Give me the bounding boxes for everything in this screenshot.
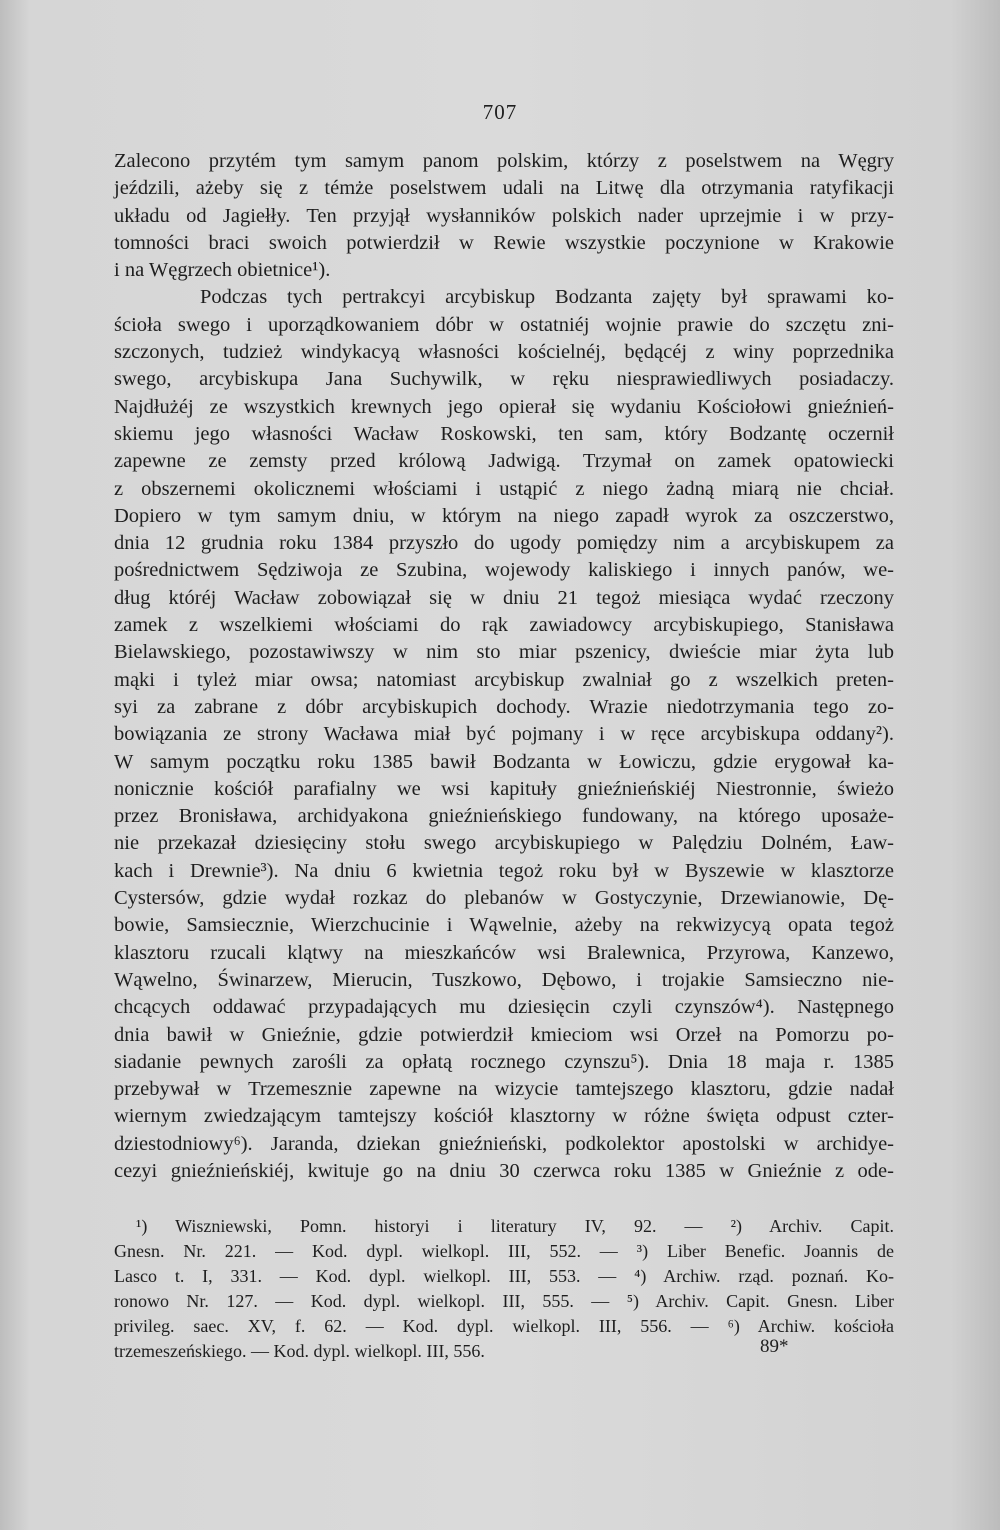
text-line: wiernym zwiedzającym tamtejszy kościół klasztorny w różne święta odpust czter- — [114, 1105, 894, 1128]
text-line: Podczas tych pertrakcyi arcybiskup Bodzanta zajęty był sprawami ko- — [200, 286, 894, 309]
signature-mark: 89* — [760, 1336, 789, 1357]
text-line: Najdłużéj ze wszystkich krewnych jego opierał się wydaniu Kościołowi gnieźnień- — [114, 395, 894, 418]
footnote-line: privileg. saec. XV, f. 62. — Kod. dypl. wielkopl. III, 556. — ⁶) Archiw. kościoła — [114, 1316, 894, 1336]
text-line: siadanie pewnych zarośli za opłatą rocznego czynszu⁵). Dnia 18 maja r. 1385 — [114, 1050, 894, 1073]
text-line: klasztoru rzucali klątwy na mieszkańców wsi Bralewnica, Przyrowa, Kanzewo, — [114, 941, 894, 964]
text-line: mąki i tyleż miar owsa; natomiast arcybiskup zwalniał go z wszelkich preten- — [114, 668, 894, 691]
text-line: przez Bronisława, archidyakona gnieźnieńskiego fundowany, na którego uposaże- — [114, 805, 894, 828]
text-line: z obszernemi okolicznemi włościami i ustąpić z niego żadną miarą nie chciał. — [114, 477, 894, 500]
text-line: syi za zabrane z dóbr arcybiskupich dochody. Wrazie niedotrzymania tego zo- — [114, 695, 894, 718]
text-line: pośrednictwem Sędziwoja ze Szubina, wojewody kaliskiego i innych panów, we- — [114, 559, 894, 582]
text-line: układu od Jagiełły. Ten przyjął wysłanników polskich nader uprzejmie i w przy- — [114, 204, 894, 227]
text-line: dnia bawił w Gnieźnie, gdzie potwierdził kmieciom wsi Orzeł na Pomorzu po- — [114, 1023, 894, 1046]
text-line: Dopiero w tym samym dniu, w którym na niego zapadł wyrok za oszczerstwo, — [114, 504, 894, 527]
footnote-line: Gnesn. Nr. 221. — Kod. dypl. wielkopl. III, 552. — ³) Liber Benefic. Joannis de — [114, 1241, 894, 1261]
footnote-line: ronowo Nr. 127. — Kod. dypl. wielkopl. III, 555. — ⁵) Archiv. Capit. Gnesn. Liber — [114, 1291, 894, 1311]
page-number: 707 — [482, 100, 518, 124]
text-line: nie przekazał dziesięciny stołu swego arcybiskupiego w Palędziu Dolném, Ław- — [114, 832, 894, 855]
text-line: bowie, Samsiecznie, Wierzchucinie i Wąwelnie, ażeby na rekwizycyą opata tegoż — [114, 914, 894, 937]
text-line: Zalecono przytém tym samym panom polskim, którzy z poselstwem na Węgry — [114, 150, 894, 172]
text-line: szczonych, tudzież windykacyą własności kościelnéj, będącéj z winy poprzednika — [114, 341, 894, 364]
footnote-line: trzemeszeńskiego. — Kod. dypl. wielkopl. III, 556. — [114, 1341, 485, 1361]
text-line: ścioła swego i uporządkowaniem dóbr w ostatniéj wojnie prawie do szczętu zni- — [114, 313, 894, 336]
text-line: tomności braci swoich potwierdził w Rewie wszystkie poczynione w Krakowie — [114, 231, 894, 254]
text-line: Wąwelno, Świnarzew, Mierucin, Tuszkowo, Dębowo, i trojakie Samsieczno nie- — [114, 968, 894, 991]
text-line: dług któréj Wacław zobowiązał się w dniu 21 tegoż miesiąca wydać rzeczony — [114, 586, 894, 609]
text-line: W samym początku roku 1385 bawił Bodzanta w Łowiczu, gdzie erygował ka- — [114, 750, 894, 773]
text-line: zamek z wszelkiemi włościami do rąk zawiadowcy arcybiskupiego, Stanisława — [114, 614, 894, 637]
text-line: jeździli, ażeby się z témże poselstwem udali na Litwę dla otrzymania ratyfikacji — [114, 177, 894, 200]
text-line: bowiązania ze strony Wacława miał być pojmany i w ręce arcybiskupa oddany²). — [114, 723, 894, 746]
text-line: Cystersów, gdzie wydał rozkaz do plebanów w Gostyczynie, Drzewianowie, Dę- — [114, 887, 894, 910]
text-line: swego, arcybiskupa Jana Suchywilk, w ręku niesprawiedliwych posiadaczy. — [114, 368, 894, 391]
text-line: przebywał w Trzemesznie zapewne na wizycie tamtejszego klasztoru, gdzie nadał — [114, 1078, 894, 1101]
text-line: nonicznie kościół parafialny we wsi kapituły gnieźnieńskiéj Niestronnie, świeżo — [114, 777, 894, 800]
text-line: dziestodniowy⁶). Jaranda, dziekan gnieźnieński, podkolektor apostolski w archidye- — [114, 1132, 894, 1155]
text-line: skiemu jego własności Wacław Roskowski, ten sam, który Bodzantę oczernił — [114, 422, 894, 445]
footnote-line: ¹) Wiszniewski, Pomn. historyi i literatury IV, 92. — ²) Archiv. Capit. — [136, 1216, 894, 1236]
text-line: i na Węgrzech obietnice¹). — [114, 259, 331, 282]
text-line: cezyi gnieźnieńskiéj, kwituje go na dniu 30 czerwca roku 1385 w Gnieźnie z ode- — [114, 1159, 894, 1182]
text-line: Bielawskiego, pozostawiwszy w nim sto miar pszenicy, dwieście miar żyta lub — [114, 641, 894, 664]
text-line: zapewne ze zemsty przed królową Jadwigą. Trzymał on zamek opatowiecki — [114, 450, 894, 473]
text-line: dnia 12 grudnia roku 1384 przyszło do ugody pomiędzy nim a arcybiskupem za — [114, 532, 894, 555]
text-line: kach i Drewnie³). Na dniu 6 kwietnia tegoż roku był w Byszewie w klasztorze — [114, 859, 894, 882]
text-line: chcących oddawać przypadających mu dziesięcin czyli czynszów⁴). Następnego — [114, 996, 894, 1019]
footnote-line: Lasco t. I, 331. — Kod. dypl. wielkopl. III, 553. — ⁴) Archiw. rząd. poznań. Ko- — [114, 1266, 894, 1286]
main-text — [114, 148, 894, 1185]
